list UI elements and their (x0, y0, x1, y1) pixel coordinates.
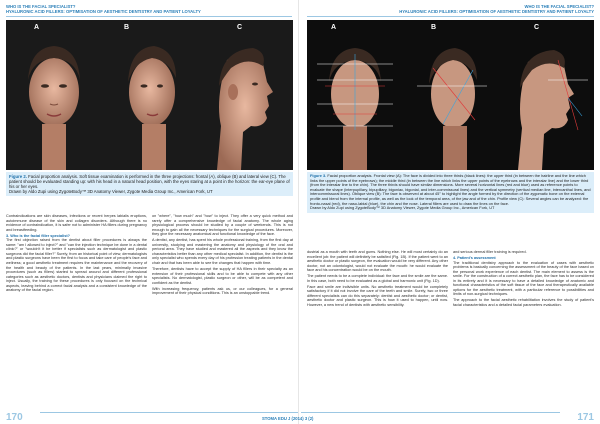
right-col2-para-1: and serious dermal filler training is required. (453, 250, 527, 254)
right-header-rule (307, 16, 594, 17)
right-col1-para-2: The patient needs to be a complete individual: the face and the smile are the same. In this case, both need to be evaluated as a global and harmonic unit (Fig. 1D). (307, 274, 448, 283)
right-col2-para-3: The approach to the facial aesthetic rehabilitation involves the study of patient's facial characteristics and a detailed facial parameters evaluation. (453, 298, 594, 308)
journal-citation: STOMA EDU J (2014) 3 (2) (262, 416, 314, 421)
right-figure-caption (307, 172, 594, 213)
right-footer-rule (301, 412, 560, 413)
left-running-header (6, 4, 201, 14)
left-header-line1: WHO IS THE FACIAL SPECIALIST? (6, 4, 76, 9)
right-col2-para-2: The traditional dentistry approach to the evaluation of cases with aesthetic problems is basically concerning the assessment of the beauty of the face based on the personal work experience of each dentist. The main element to assess is the smile. For the construction of a correct aesthetic plan, the face has to be considered in its entirety and it is necessary to have a detailed knowledge of anatomic and functional characteristics of the soft tissue of the face and therapeutically available options for the aesthetic treatment, with a particular reference to possibilities and limits of non-surgical techniques. (453, 260, 594, 297)
right-header-line1: WHO IS THE FACIAL SPECIALIST? (524, 4, 594, 9)
right-col2-heading: 4. Patient's assessment (453, 256, 496, 261)
left-col1-heading: 3. Who is the facial filler specialist? (6, 233, 70, 238)
left-header-rule (6, 16, 292, 17)
left-caption-credit: Drawn by Aldo Zupi using ZygoteBody™ 3D Anatomy Viewer, Zygote Media Group Inc., American Fork, UT (9, 189, 213, 195)
right-body-columns (307, 250, 594, 406)
profile-face-illustration (197, 20, 293, 170)
right-caption-credit: Drawn by Aldo Zupi using ZygoteBody™ 3D Anatomy Viewer, Zygote Media Group Inc., American Fork, UT (310, 205, 495, 211)
oblique-analysis-illustration (403, 20, 498, 170)
left-panel-a-label: A (34, 24, 40, 31)
oblique-face-illustration (102, 20, 197, 170)
left-panel-a (6, 20, 102, 170)
right-col1-para-3: Face and smile are indivisible units. No aesthetic treatment would be completely satisfactory if it did not involve the care of the teeth and smile. Surely, two or three different specialists can do this separately: dentist and aesthetic doctor; or dentist, aesthetic doctor and plastic surgeon. This is how it used to happen, until now. However, a new trend of dentists with aesthetic sensibility. (307, 284, 448, 308)
right-panel-b-label: B (431, 24, 437, 31)
left-col1-para-2: The first objection raised from the dentist about filler procedures is always the same: "am I allowed to inject?" and "can the injection technique be done in a dental clinic?" or "wouldn't it be better if specialists such as dermatologist and plastic surgeons did the facial filler?" Surely, from an historical point of view, dermatologists and plastic surgeons have been the first to focus and take care of people's face and wellness; a good aesthetic treatment requires the maintenance and the recovery of the health and beauty of the patients. In the last years, minimally invasive procedures (such as fillers) started to spread around and different professional categories such as aesthetic doctors, dentists and physicians claimed the right to inject. Usually, the training for these procedures is only focused on the technical aspects, leaving behind a correct facial analysis and a consistent knowledge of the anatomy of the facial region. (6, 238, 147, 293)
right-panel-c-label: C (534, 24, 540, 31)
left-figure (6, 20, 293, 170)
right-caption-text: Facial proportion analysis. Frontal view (A): The face is divided into three thirds (black lines): the upper third (in between the hairline and the line which links the upper points of the eyebrows); the middle third (in between the line which links the upper points of the eyebrows and the interalar line) and the lower third (from the interalar line to the chin). The three thirds should have similar dimensions. More several horizontal lines (red and blue) used as reference points to evaluate the shape (interpupillary, bipupillary, bigoniac, bigonial, and inter-commissural lines) and the vertical symmetry (vertical median line, intercanthal lines, and intercommissural lines). Oblique view (B): The face is observed at about 45° to highlight the angle formed by the direction of the zygomatic bone on the external profile and blend from the internal profile, as well as the look of the temporal area, of the jaw and of the chin. Profile view (C): Several angles can be analyzed: the fronto-nasal (red), the naso-labial (blue), the chin and the nose. Lateral fillers are used to draw the lines on the face. (310, 173, 591, 206)
right-page-number: 171 (577, 412, 594, 423)
left-panel-b-label: B (124, 24, 130, 31)
left-panel-b (102, 20, 197, 170)
left-col1-para-1: Contraindications are skin diseases, infections or recent herpes labialis eruptions, autoimmune disease of the skin and collagen disorders. Although there is no evidence of contraindication, it is safer not to administer HA fillers during pregnancy and breastfeeding. (6, 214, 147, 232)
right-figure (307, 20, 594, 170)
left-footer-rule (40, 412, 298, 413)
right-column-1 (307, 250, 448, 406)
left-panel-c-label: C (237, 24, 243, 31)
right-panel-a (307, 20, 403, 170)
left-header-line2: HYALURONIC ACID FILLERS: OPTIMISATION OF AESTHETIC DENTISTRY AND PATIENT LOYALTY (6, 9, 201, 14)
right-panel-a-label: A (331, 24, 337, 31)
right-panel-b (403, 20, 498, 170)
right-header-line2: HYALURONIC ACID FILLERS: OPTIMISATION OF AESTHETIC DENTISTRY AND PATIENT LOYALTY (399, 9, 594, 14)
left-column-1 (6, 214, 147, 406)
front-analysis-illustration (307, 20, 403, 170)
left-column-2 (152, 214, 293, 406)
left-col2-para-4: With increasing frequency, patients ask us, or our colleagues, for a general improvement of their physical conditions. This is an unstoppable trend. (152, 286, 293, 296)
left-col2-para-1: on "where", "how much" and "how" to inject. They offer a very quick method and rarely offer a comprehensive knowledge of facial anatomy. The whole aging physiological process should be studied by a couple of weekends. This is not enough to gain all the necessary techniques for the surgical procedures. Moreover, they give the necessary anatomical and functional knowledge of the face. (152, 214, 293, 237)
right-caption-label: Figure 3. (310, 173, 327, 178)
right-running-header (399, 4, 594, 14)
left-body-columns (6, 214, 293, 406)
profile-analysis-illustration (498, 20, 594, 170)
left-page-number: 170 (6, 412, 23, 423)
front-face-illustration (6, 20, 102, 170)
left-caption-label: Figure 2. (9, 174, 27, 179)
right-panel-c (498, 20, 594, 170)
left-col2-para-3: Therefore, dentists have to accept the supply of HA fillers in their specialty as an extension of their professional skills and to be able to compete with any other specialists. No dermatologist, plastic surgeon or other, will be as competent and confident as the dentist. (152, 267, 293, 285)
right-page (301, 0, 600, 424)
left-panel-c (197, 20, 293, 170)
left-page (0, 0, 299, 424)
right-column-2 (453, 250, 594, 406)
left-figure-caption (6, 172, 293, 196)
left-caption-text: Facial proportion analysis. Soft tissue examination is performed in the three projections: frontal (A), oblique (B) and lateral view (C). The patient should be evaluated standing up: with his head in a natural head position, with the eyes staring at a point in the horizon: the ear-eye plane of his or her eyes. (9, 174, 290, 190)
right-col1-para-1: dustrial as a mouth with teeth and gums. Nothing else. He will most certainly do an excellent job: the patient will definitely be satisfied (Fig. 1B). If the patient went to an aesthetic doctor or plastic surgeon, the evaluation would be very different. Any other doctor, not an odontologist, would not evaluate the mouth: he would evaluate the face and his concentration would be on the mouth. (307, 250, 448, 273)
left-col2-para-2: A dentist, any dentist, has spent his whole professional training, from the first day at university, studying and mastering the anatomy and physiology of the oral and perioral area. They have studied and mastered all the aspects and they know the characteristics better than any other medical specialist. In addition, the dentist is the only specialist who spends every day of his profession treating patients in the dental chair and that has been able to see the changes that happen with time. (152, 238, 293, 265)
